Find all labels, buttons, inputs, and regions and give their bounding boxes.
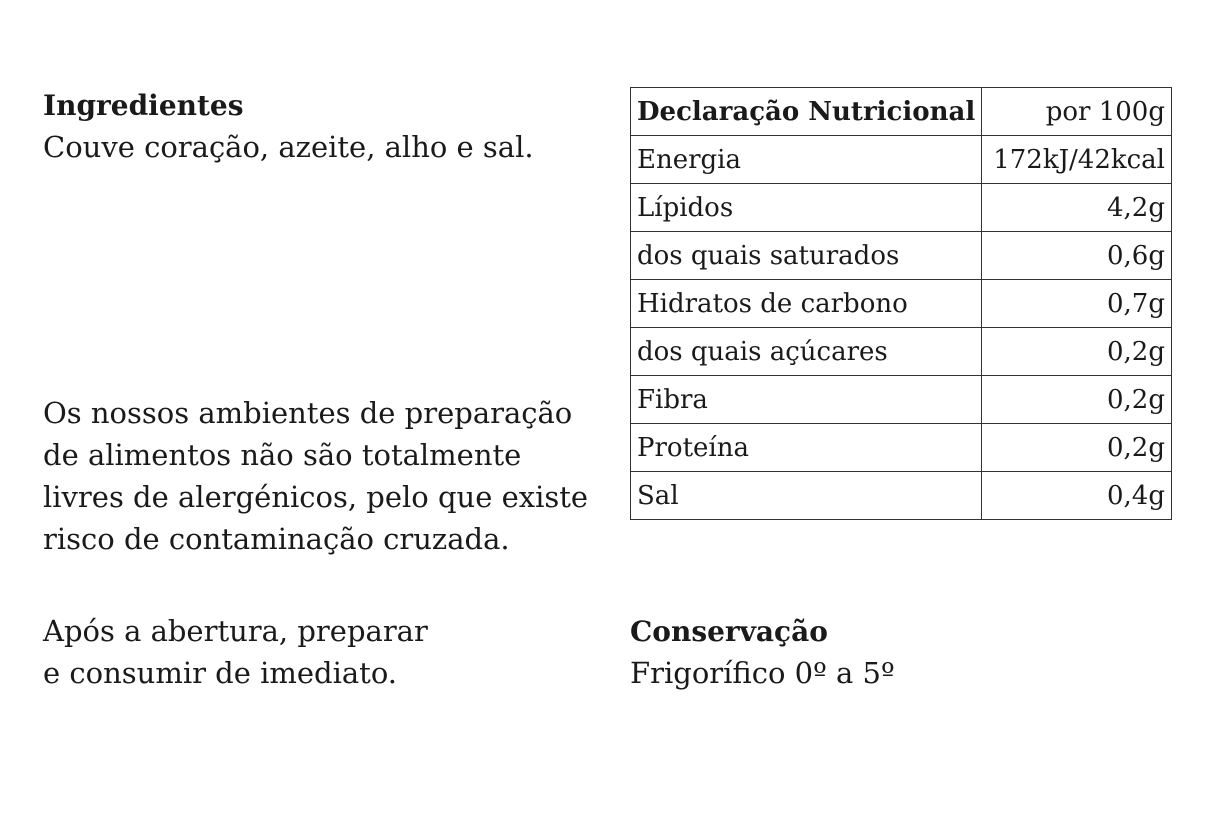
nutrient-label: Proteína — [631, 424, 982, 472]
nutrient-label: Fibra — [631, 376, 982, 424]
ingredients-section — [43, 86, 603, 168]
nutrient-label: Lípidos — [631, 184, 982, 232]
table-row — [631, 232, 1172, 280]
nutrient-label: dos quais saturados — [631, 232, 982, 280]
nutrient-label: Hidratos de carbono — [631, 280, 982, 328]
nutrient-value: 0,4g — [982, 472, 1172, 520]
conservation-section — [630, 612, 1190, 694]
nutrient-value: 0,2g — [982, 424, 1172, 472]
nutrient-label: Energia — [631, 136, 982, 184]
nutrient-value: 0,6g — [982, 232, 1172, 280]
allergen-notice-text: Os nossos ambientes de preparação de alimentos não são totalmente livres de alergénicos, pelo que existe risco de contaminação cruzada. — [43, 396, 589, 556]
table-row — [631, 136, 1172, 184]
ingredients-text: Couve coração, azeite, alho e sal. — [43, 130, 534, 164]
table-row — [631, 472, 1172, 520]
nutrition-header-value: por 100g — [982, 88, 1172, 136]
table-row — [631, 280, 1172, 328]
conservation-title: Conservação — [630, 615, 828, 648]
table-row — [631, 328, 1172, 376]
nutrient-value: 0,7g — [982, 280, 1172, 328]
nutrient-label: Sal — [631, 472, 982, 520]
nutrient-value: 0,2g — [982, 328, 1172, 376]
allergen-notice-section — [43, 392, 603, 560]
table-row — [631, 376, 1172, 424]
nutrient-value: 0,2g — [982, 376, 1172, 424]
table-row — [631, 424, 1172, 472]
nutrient-label: dos quais açúcares — [631, 328, 982, 376]
nutrient-value: 4,2g — [982, 184, 1172, 232]
nutrition-header-row — [631, 88, 1172, 136]
nutrition-header-label: Declaração Nutricional — [631, 88, 982, 136]
opening-instructions-text: Após a abertura, preparar e consumir de imediato. — [43, 614, 428, 690]
opening-instructions-section — [43, 610, 603, 694]
ingredients-title: Ingredientes — [43, 89, 244, 122]
conservation-text: Frigorífico 0º a 5º — [630, 656, 895, 690]
nutrition-table — [630, 87, 1172, 520]
nutrient-value: 172kJ/42kcal — [982, 136, 1172, 184]
table-row — [631, 184, 1172, 232]
